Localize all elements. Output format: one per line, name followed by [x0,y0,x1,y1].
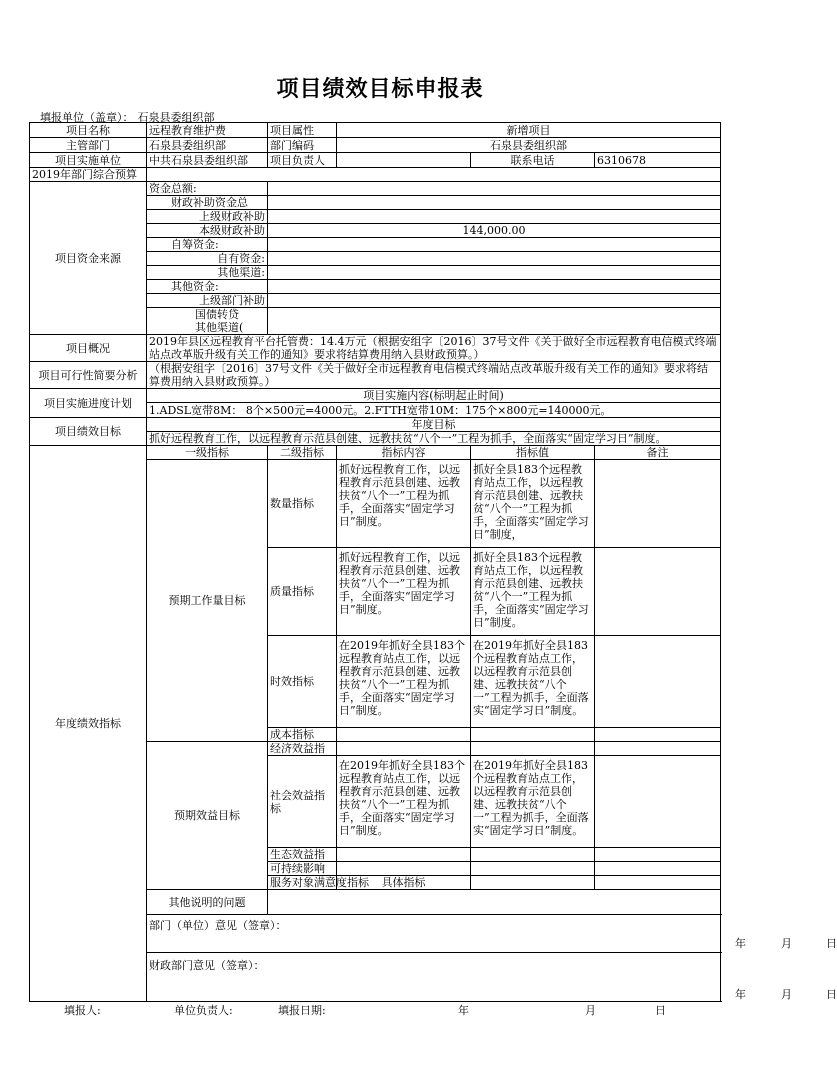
fund-other-value[interactable] [268,280,721,294]
time-value[interactable]: 在2019年抓好全县183个远程教育站点工作，以远程教育示范县创建、远教扶贫“八个一”工程为抓手，全面落实“固定学习日”制度。 [471,636,595,728]
cost-value[interactable] [471,728,595,742]
fund-upper-dept-value[interactable] [268,294,721,308]
sustain-indicator-label: 可持续影响 [268,862,337,876]
quantity-remark[interactable] [595,460,721,548]
phone-value[interactable]: 6310678 [595,153,721,168]
project-name-value[interactable]: 远程教育维护费 [147,123,268,138]
fund-other-channel-value[interactable] [268,266,721,280]
quality-content[interactable]: 抓好远程教育工作，以远程教育示范县创建、远教扶贫“八个一”工程为抓手，全面落实“固定学习日”制度。 [337,548,471,636]
social-content[interactable]: 在2019年抓好全县183个远程教育站点工作，以远程教育示范县创建、远教扶贫“八个一”工程为抓手，全面落实“固定学习日”制度。 [337,756,471,848]
sustain-value[interactable] [471,862,595,876]
header-remark: 备注 [595,446,721,460]
fund-local-label: 本级财政补助 [147,224,268,238]
overview-value[interactable]: 2019年县区远程教育平台托管费：14.4万元（根据安组字〔2016〕37号文件《关于做好全市远程教育电信模式终端站点改革版升级有关工作的通知》要求将结算费用纳入县财政预算。） [147,335,721,362]
footer-year: 年 [458,1004,469,1017]
fund-self-value[interactable] [268,238,721,252]
footer-day: 日 [655,1004,666,1017]
time-indicator-label: 时效指标 [268,636,337,728]
fund-local-value[interactable]: 144,000.00 [268,224,721,238]
dept-opinion-month: 月 [781,937,792,950]
social-indicator-label: 社会效益指标 [268,756,337,848]
quality-indicator-label: 质量指标 [268,548,337,636]
overview-label: 项目概况 [30,335,147,362]
page-title: 项目绩效目标申报表 [276,77,484,102]
annual-indicator-label: 年度绩效指标 [30,446,147,1002]
quality-remark[interactable] [595,548,721,636]
footer-unit-head: 单位负责人: [174,1004,233,1017]
eco-value[interactable] [471,848,595,862]
header-level2: 二级指标 [268,446,337,460]
fund-total-value[interactable] [268,182,721,196]
schedule-value[interactable]: 1.ADSL宽带8M： 8个×500元=4000元。2.FTTH宽带10M：175个×800元=140000元。 [147,403,721,418]
time-remark[interactable] [595,636,721,728]
economic-indicator-label: 经济效益指 [268,742,337,756]
specific-indicator-label: 具体指标 [337,876,471,890]
cost-indicator-label: 成本指标 [268,728,337,742]
header-level1: 一级指标 [147,446,268,460]
budget-header-blank [147,168,721,182]
social-value[interactable]: 在2019年抓好全县183个远程教育站点工作，以远程教育示范县创建、远教扶贫“八个一”工程为抓手，全面落实“固定学习日”制度。 [471,756,595,848]
project-name-label: 项目名称 [30,123,147,138]
satisfaction-content[interactable] [471,876,595,890]
perf-goal-label: 项目绩效目标 [30,418,147,446]
fund-own-value[interactable] [268,252,721,266]
fund-other-channel-label: 其他渠道: [147,266,268,280]
footer-fill-date: 填报日期: [278,1004,326,1017]
finance-opinion-cell[interactable] [147,953,837,1002]
header-value: 指标值 [471,446,595,460]
satisfaction-target-label: 服务对象满意度指标 [268,876,337,890]
dept-code-value[interactable]: 石泉县委组织部 [337,138,721,153]
fund-self-label: 自筹资金: [147,238,268,252]
footer-month: 月 [585,1004,596,1017]
social-remark[interactable] [595,756,721,848]
fund-upper-dept-label: 上级部门补助 [147,294,268,308]
quantity-indicator-label: 数量指标 [268,460,337,548]
fill-unit-value: 石泉县委组织部 [137,111,215,124]
performance-form-table [29,122,837,1002]
finance-opinion-day: 日 [826,988,837,1001]
footer-filler: 填报人: [64,1004,101,1017]
economic-value[interactable] [471,742,595,756]
eco-indicator-label: 生态效益指 [268,848,337,862]
other-notes-value[interactable] [268,890,721,915]
quantity-content[interactable]: 抓好远程教育工作，以远程教育示范县创建、远教扶贫“八个一”工程为抓手，全面落实“固定学习日”制度。 [337,460,471,548]
fund-bond-value[interactable] [268,308,721,335]
project-attr-value[interactable]: 新增项目 [337,123,721,138]
impl-unit-label: 项目实施单位 [30,153,147,168]
impl-unit-value[interactable]: 中共石泉县委组织部 [147,153,268,168]
feasibility-label: 项目可行性简要分析 [30,362,147,389]
fund-upper-value[interactable] [268,210,721,224]
other-notes-label: 其他说明的问题 [147,890,268,915]
workload-target-label: 预期工作量目标 [147,460,268,742]
cost-remark[interactable] [595,728,721,742]
perf-goal-value[interactable]: 抓好远程教育工作，以远程教育示范县创建、远教扶贫“八个一”工程为抓手，全面落实“固定学习日”制度。 [147,432,721,446]
fund-upper-label: 上级财政补助 [147,210,268,224]
economic-remark[interactable] [595,742,721,756]
schedule-label: 项目实施进度计划 [30,389,147,418]
quality-value[interactable]: 抓好全县183个远程教育站点工作，以远程教育示范县创建、远教扶贫“八个一”工程为抓手，全面落实“固定学习日”制度。 [471,548,595,636]
project-attr-label: 项目属性 [268,123,337,138]
economic-content[interactable] [337,742,471,756]
sustain-content[interactable] [337,862,471,876]
budget-header: 2019年部门综合预算 [30,168,147,182]
fund-total-label: 资金总额: [147,182,268,196]
feasibility-value[interactable]: （根据安组字〔2016〕37号文件《关于做好全市远程教育电信模式终端站点改革版升级有关工作的通知》要求将结算费用纳入县财政预算。） [147,362,721,389]
schedule-header: 项目实施内容(标明起止时间) [147,389,721,403]
dept-value[interactable]: 石泉县委组织部 [147,138,268,153]
responsible-value[interactable] [337,153,471,168]
satisfaction-value[interactable] [595,876,721,890]
fund-other-label: 其他资金: [147,280,268,294]
eco-remark[interactable] [595,848,721,862]
dept-opinion-label: 部门（单位）意见（签章）： [149,919,287,932]
sustain-remark[interactable] [595,862,721,876]
time-content[interactable]: 在2019年抓好全县183个远程教育站点工作，以远程教育示范县创建、远教扶贫“八个一”工程为抓手，全面落实“固定学习日”制度。 [337,636,471,728]
fill-unit-label: 填报单位（盖章）： [40,111,134,124]
finance-opinion-year: 年 [735,988,746,1001]
fund-source-label: 项目资金来源 [30,182,147,335]
finance-opinion-month: 月 [781,988,792,1001]
cost-content[interactable] [337,728,471,742]
dept-opinion-year: 年 [735,937,746,950]
dept-code-label: 部门编码 [268,138,337,153]
responsible-label: 项目负责人 [268,153,337,168]
fund-fiscal-label: 财政补助资金总 [147,196,268,210]
perf-goal-header: 年度目标 [147,418,721,432]
dept-opinion-cell[interactable] [147,915,837,953]
phone-label: 联系电话 [471,153,595,168]
header-content: 指标内容 [337,446,471,460]
finance-opinion-label: 财政部门意见（签章）： [149,959,265,972]
dept-opinion-day: 日 [826,937,837,950]
benefit-target-label: 预期效益目标 [147,742,268,890]
fund-own-label: 自有资金: [147,252,268,266]
fund-bond-label: 国债转贷 其他渠道( [147,308,268,335]
quantity-value[interactable]: 抓好全县183个远程教育站点工作，以远程教育示范县创建、远教扶贫“八个一”工程为抓手，全面落实“固定学习日”制度， [471,460,595,548]
eco-content[interactable] [337,848,471,862]
dept-label: 主管部门 [30,138,147,153]
fund-fiscal-value[interactable] [268,196,721,210]
